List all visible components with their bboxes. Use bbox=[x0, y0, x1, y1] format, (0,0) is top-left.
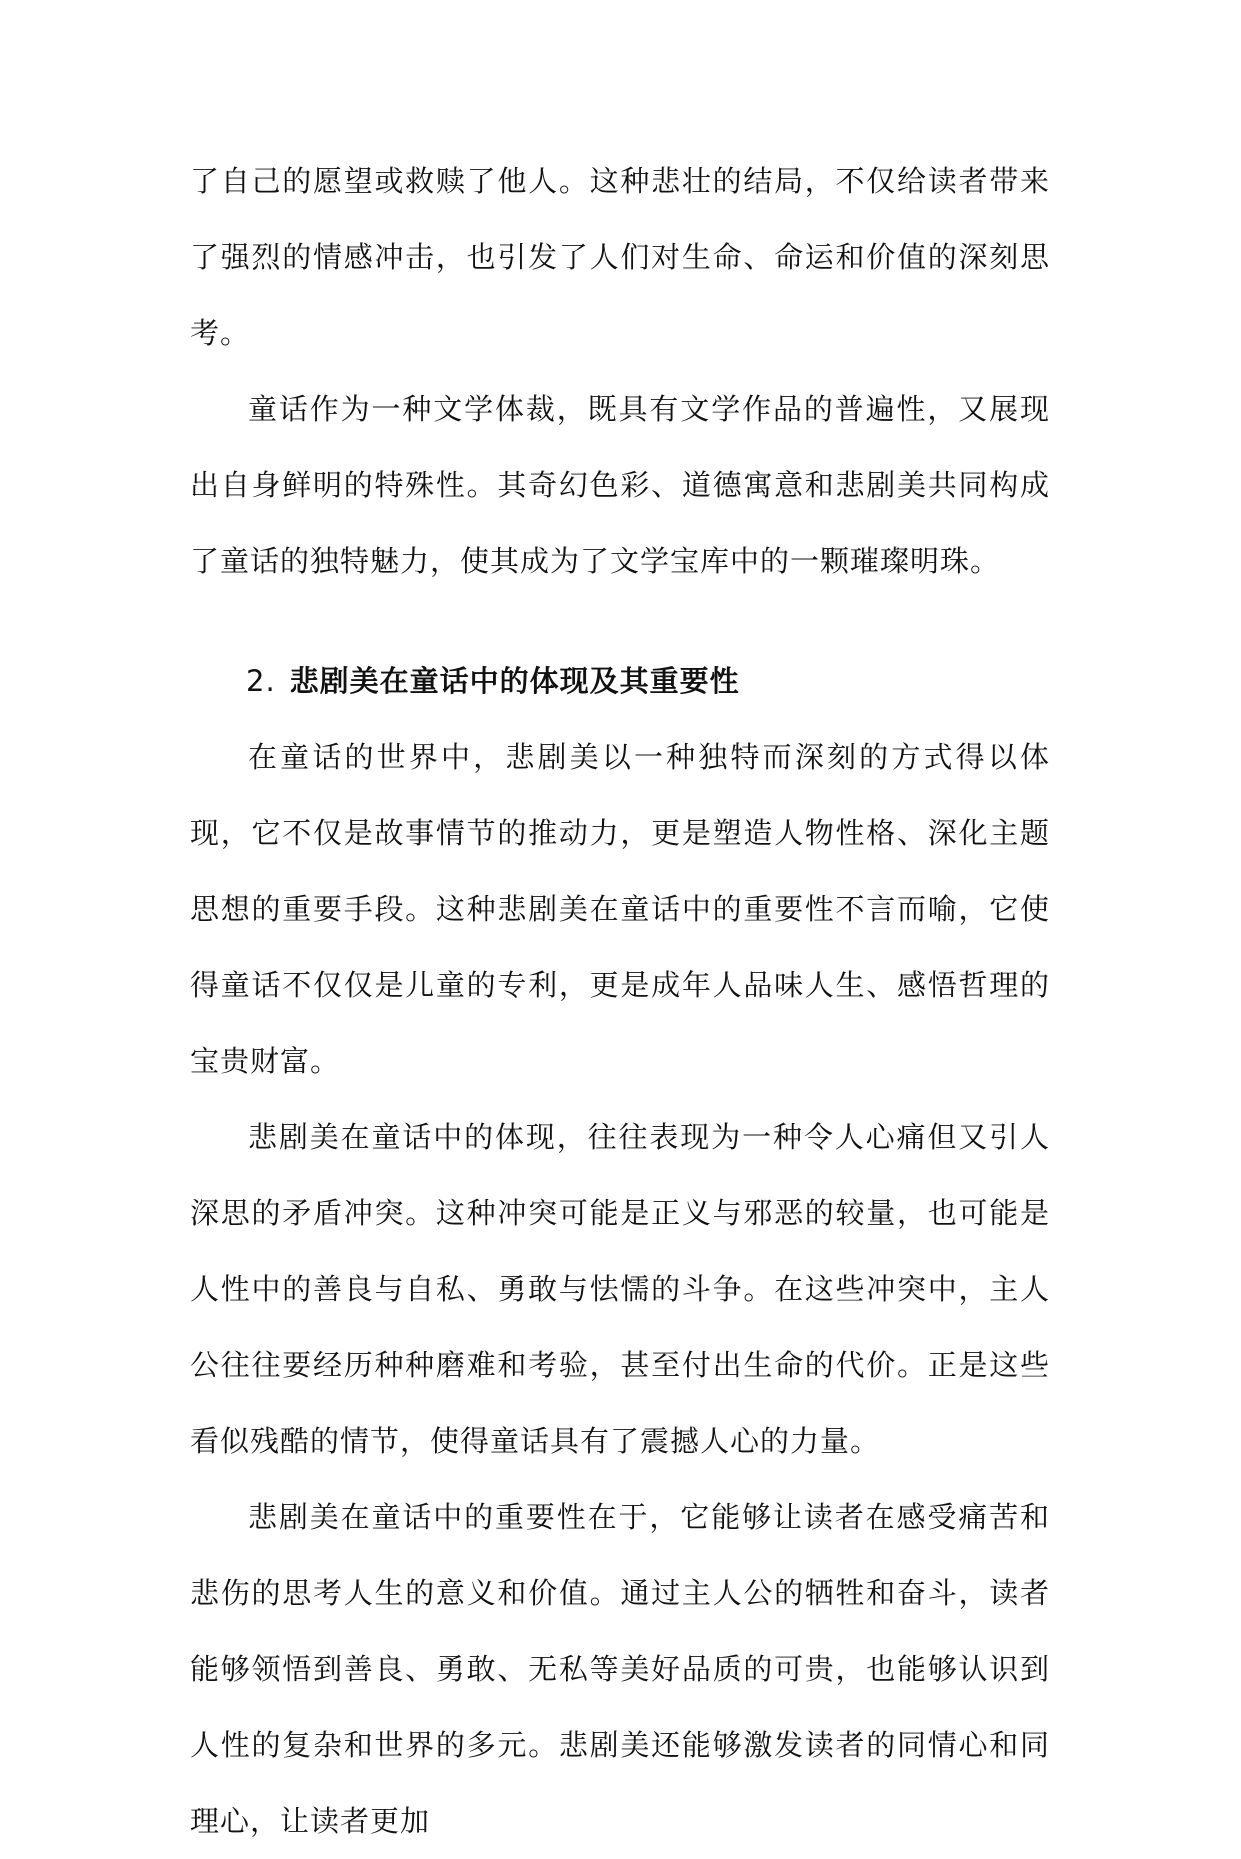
paragraph-tragic-beauty-conflict: 悲剧美在童话中的体现，往往表现为一种令人心痛但又引人深思的矛盾冲突。这种冲突可能是正义与邪恶的较量，也可能是人性中的善良与自私、勇敢与怯懦的斗争。在这些冲突中，主人公往往要经历种种磨难和考验，甚至付出生命的代价。正是这些看似残酷的情节，使得童话具有了震撼人心的力量。 bbox=[190, 1120, 1050, 1458]
paragraph-tragic-beauty-intro: 在童话的世界中，悲剧美以一种独特而深刻的方式得以体现，它不仅是故事情节的推动力，更是塑造人物性格、深化主题思想的重要手段。这种悲剧美在童话中的重要性不言而喻，它使得童话不仅仅是儿童的专利，更是成年人品味人生、感悟哲理的宝贵财富。 bbox=[190, 740, 1050, 1078]
paragraph-tragic-beauty-importance: 悲剧美在童话中的重要性在于，它能够让读者在感受痛苦和悲伤的思考人生的意义和价值。通过主人公的牺牲和奋斗，读者能够领悟到善良、勇敢、无私等美好品质的可贵，也能够认识到人性的复杂和世界的多元。悲剧美还能够激发读者的同情心和同理心，让读者更加 bbox=[190, 1500, 1050, 1838]
section-title: 悲剧美在童话中的体现及其重要性 bbox=[289, 664, 740, 698]
paragraph-continued: 了自己的愿望或救赎了他人。这种悲壮的结局，不仅给读者带来了强烈的情感冲击，也引发了人们对生命、命运和价值的深刻思考。 bbox=[190, 164, 1050, 350]
section-number: 2. bbox=[246, 664, 276, 698]
section-heading bbox=[190, 643, 1050, 719]
paragraph-fairy-tale-genre: 童话作为一种文学体裁，既具有文学作品的普遍性，又展现出自身鲜明的特殊性。其奇幻色彩、道德寓意和悲剧美共同构成了童话的独特魅力，使其成为了文学宝库中的一颗璀璨明珠。 bbox=[190, 392, 1050, 578]
page-content bbox=[190, 143, 1050, 1859]
